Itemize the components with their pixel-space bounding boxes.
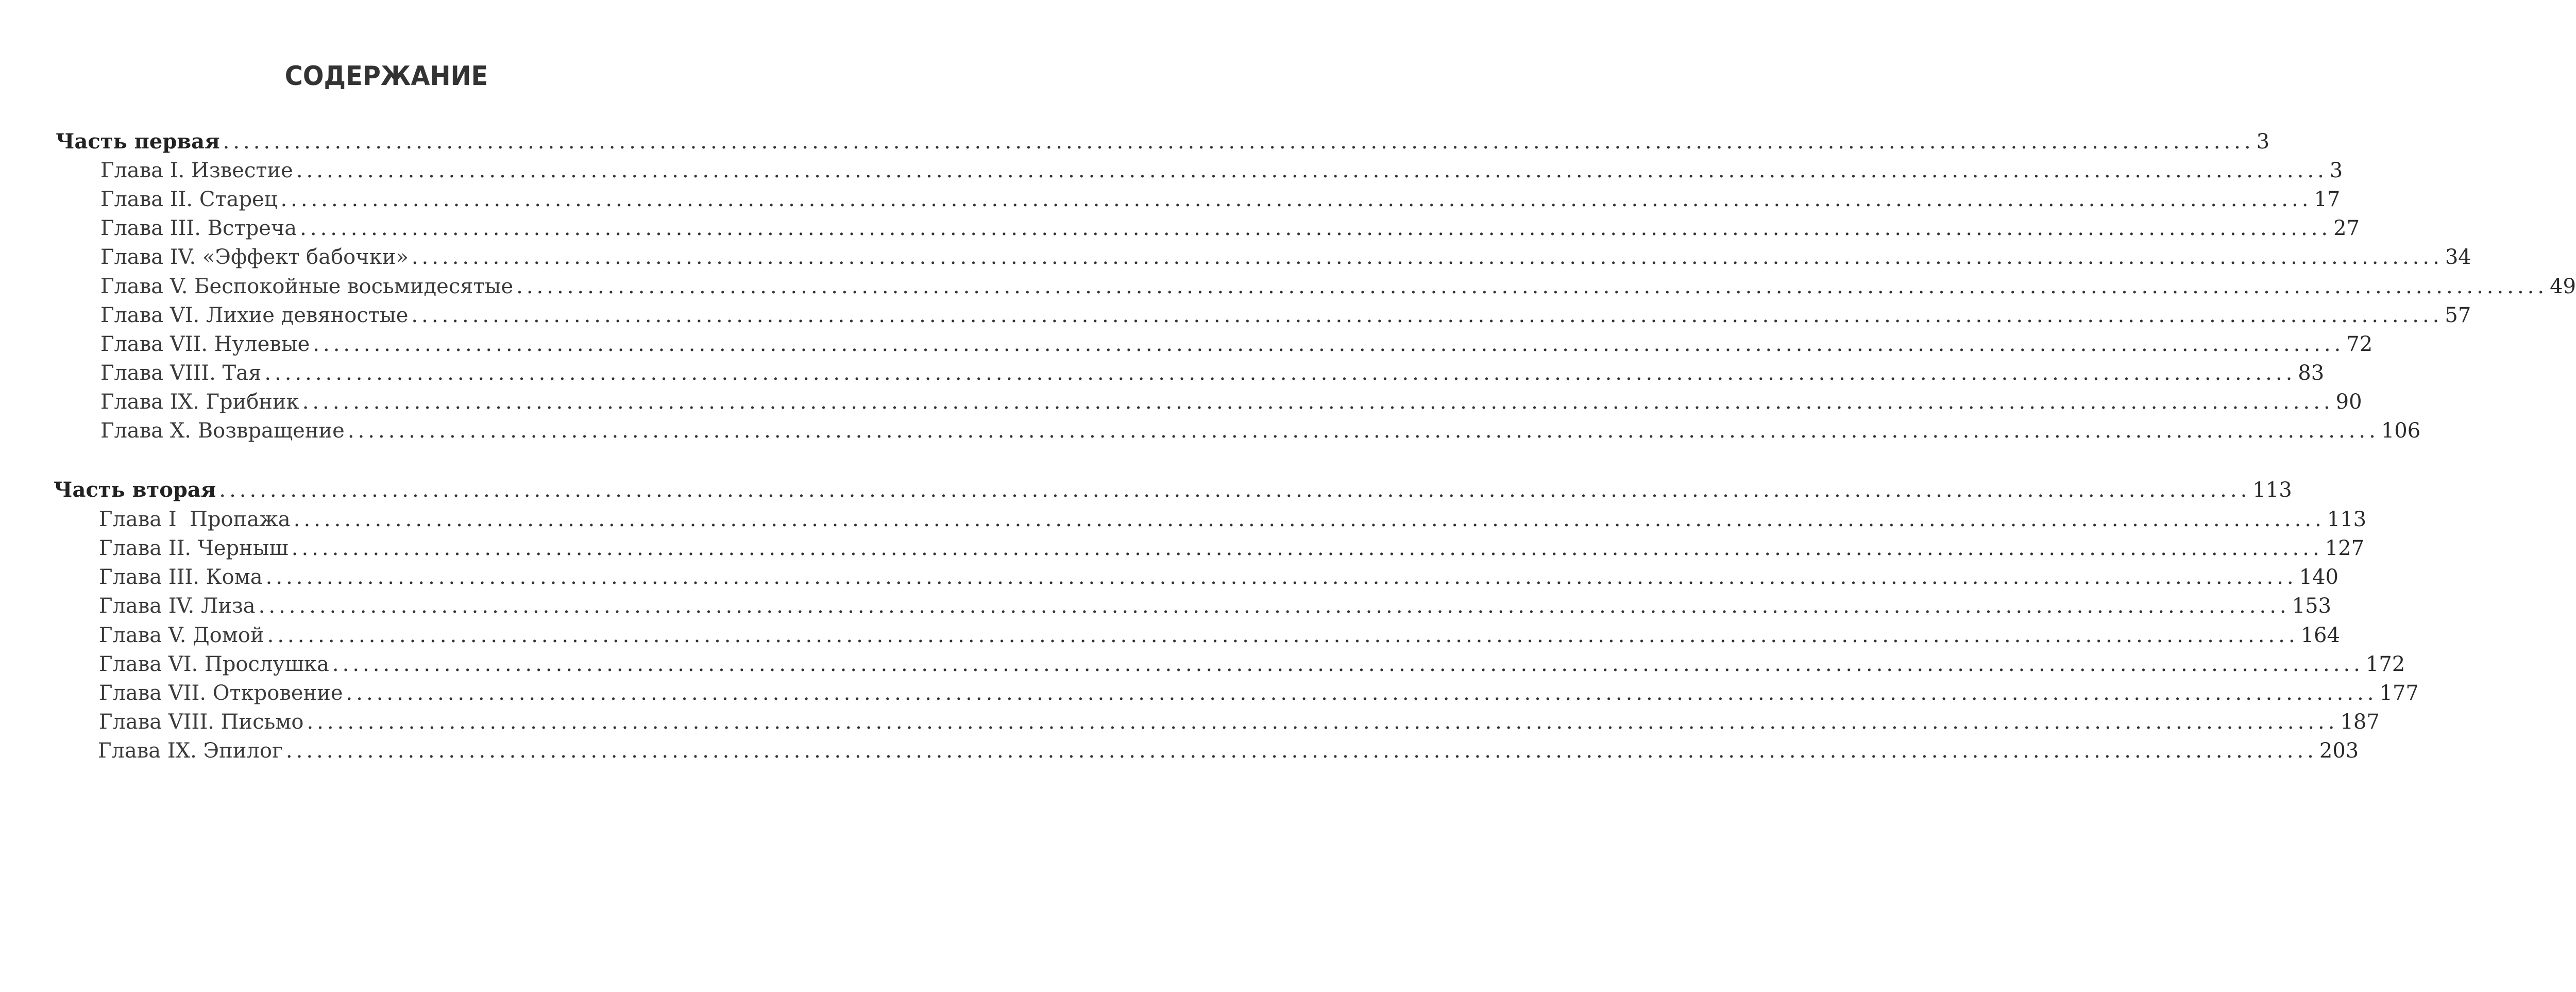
- toc-page-number: 3: [2329, 159, 2343, 182]
- toc-page-number: 153: [2292, 594, 2331, 618]
- dot-leader: ........................................................................................................................................................................................................: [265, 565, 2297, 589]
- toc-page-number: 187: [2340, 710, 2380, 734]
- toc-page-number: 164: [2300, 624, 2340, 647]
- toc-chapter-label: Глава V. Беспокойные восьмидесятые: [100, 275, 514, 298]
- toc-chapter-label: Глава IX. Эпилог: [98, 739, 283, 763]
- toc-page-number: 3: [2256, 130, 2270, 154]
- toc-chapter[interactable]: [99, 535, 2365, 561]
- toc-chapter[interactable]: [100, 302, 2471, 328]
- toc-page-number: 34: [2445, 245, 2471, 269]
- toc-page-number: 17: [2314, 188, 2341, 211]
- toc-chapter[interactable]: [99, 623, 2340, 648]
- toc-chapter-label: Глава IX. Грибник: [100, 390, 299, 414]
- toc-page-number: 140: [2299, 565, 2338, 589]
- toc-chapter[interactable]: [100, 418, 2421, 444]
- toc-chapter-label: Глава VIII. Тая: [100, 361, 262, 385]
- toc-chapter[interactable]: [99, 680, 2419, 706]
- dot-leader: ........................................................................................................................................................................................................: [223, 130, 2255, 154]
- toc-page-number: 27: [2333, 216, 2360, 240]
- dot-leader: ........................................................................................................................................................................................................: [347, 419, 2379, 443]
- toc-chapter-label: Глава I. Известие: [100, 159, 293, 182]
- dot-leader: ........................................................................................................................................................................................................: [296, 159, 2328, 182]
- dot-leader: ........................................................................................................................................................................................................: [291, 536, 2323, 560]
- toc-page-number: 113: [2252, 478, 2292, 502]
- dot-leader: ........................................................................................................................................................................................................: [300, 216, 2332, 240]
- toc-chapter[interactable]: [99, 507, 2367, 532]
- toc-page-number: 90: [2335, 390, 2362, 414]
- dot-leader: ........................................................................................................................................................................................................: [219, 478, 2251, 502]
- dot-leader: ........................................................................................................................................................................................................: [258, 594, 2290, 618]
- toc-page-number: 83: [2298, 361, 2325, 385]
- dot-leader: ........................................................................................................................................................................................................: [302, 390, 2334, 414]
- toc-page-number: 127: [2325, 536, 2365, 560]
- dot-leader: ........................................................................................................................................................................................................: [307, 710, 2338, 734]
- toc-chapter-label: Глава VII. Нулевые: [100, 332, 310, 356]
- toc-page-number: 72: [2346, 332, 2373, 356]
- dot-leader: ........................................................................................................................................................................................................: [516, 275, 2548, 298]
- toc-page-number: 57: [2445, 304, 2471, 327]
- toc-chapter-label: Глава VI. Прослушка: [99, 652, 329, 676]
- toc-chapter-label: Глава IV. «Эффект бабочки»: [100, 245, 409, 269]
- toc-chapter[interactable]: [100, 331, 2373, 357]
- toc-part-2[interactable]: [54, 477, 2292, 503]
- page-title: СОДЕРЖАНИЕ: [284, 61, 488, 92]
- toc-chapter-label: Глава X. Возвращение: [100, 419, 345, 443]
- dot-leader: ........................................................................................................................................................................................................: [346, 681, 2378, 705]
- dot-leader: ........................................................................................................................................................................................................: [332, 652, 2364, 676]
- toc-chapter-label: Глава VII. Откровение: [99, 681, 343, 705]
- toc-chapter[interactable]: [100, 187, 2341, 212]
- toc-page-number: 106: [2381, 419, 2421, 443]
- toc-part-1[interactable]: [56, 129, 2270, 155]
- toc-chapter-label: Глава III. Кома: [99, 565, 263, 589]
- dot-leader: ........................................................................................................................................................................................................: [267, 624, 2299, 647]
- toc-chapter[interactable]: [100, 158, 2343, 183]
- toc-chapter[interactable]: [99, 593, 2331, 619]
- toc-page-number: 203: [2319, 739, 2359, 763]
- toc-page-number: 49: [2550, 275, 2576, 298]
- toc-page-number: 172: [2365, 652, 2405, 676]
- toc-page-number: 177: [2379, 681, 2419, 705]
- toc-chapter-label: Глава II. Старец: [100, 188, 278, 211]
- toc-page-number: 113: [2327, 508, 2367, 531]
- toc-chapter-label: Глава VI. Лихие девяностые: [100, 304, 409, 327]
- toc-chapter-label: Глава II. Черныш: [99, 536, 289, 560]
- dot-leader: ........................................................................................................................................................................................................: [293, 508, 2325, 531]
- toc-chapter-label: Глава V. Домой: [99, 624, 264, 647]
- dot-leader: ........................................................................................................................................................................................................: [313, 332, 2345, 356]
- toc-chapter-label: Глава VIII. Письмо: [99, 710, 304, 734]
- toc-chapter[interactable]: [98, 738, 2359, 764]
- dot-leader: ........................................................................................................................................................................................................: [411, 304, 2443, 327]
- dot-leader: ........................................................................................................................................................................................................: [280, 188, 2312, 211]
- toc-chapter[interactable]: [99, 709, 2380, 735]
- toc-chapter[interactable]: [100, 360, 2325, 386]
- toc-part-label: Часть вторая: [54, 478, 216, 502]
- dot-leader: ........................................................................................................................................................................................................: [285, 739, 2317, 763]
- toc-chapter[interactable]: [99, 564, 2338, 590]
- toc-chapter[interactable]: [100, 389, 2362, 415]
- toc-chapter-label: Глава I Пропажа: [99, 508, 291, 531]
- toc-chapter-label: Глава III. Встреча: [100, 216, 297, 240]
- dot-leader: ........................................................................................................................................................................................................: [411, 245, 2443, 269]
- toc-chapter[interactable]: [99, 651, 2405, 677]
- dot-leader: ........................................................................................................................................................................................................: [264, 361, 2296, 385]
- toc-part-label: Часть первая: [56, 129, 220, 154]
- toc-chapter[interactable]: [100, 215, 2360, 241]
- toc-chapter-label: Глава IV. Лиза: [99, 594, 256, 618]
- toc-chapter[interactable]: [100, 244, 2471, 270]
- toc-chapter[interactable]: [100, 274, 2576, 299]
